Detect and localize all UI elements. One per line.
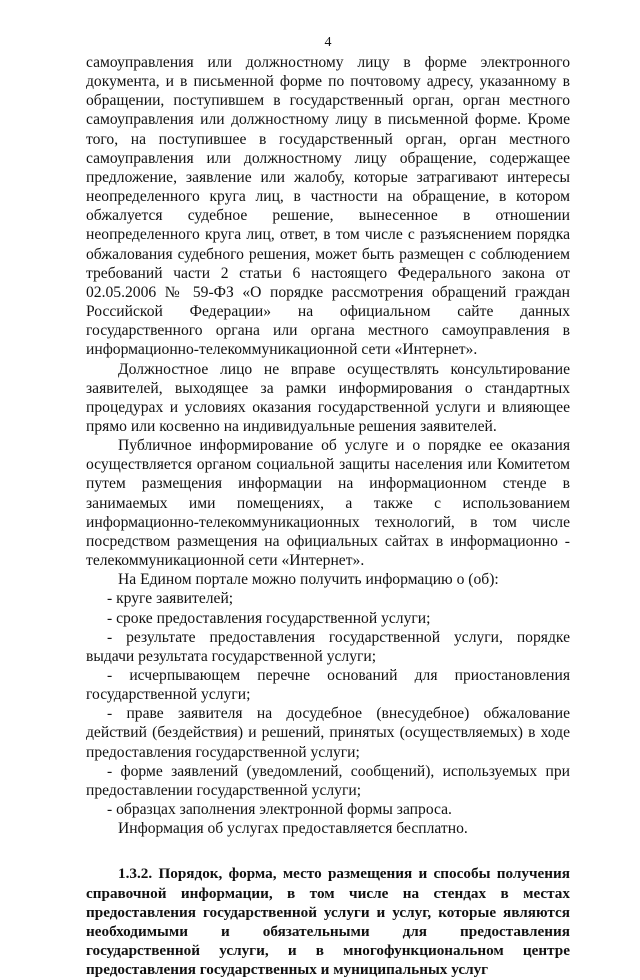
- paragraph-public-information: Публичное информирование об услуге и о порядке ее оказания осуществляется органом социальной защиты населения или Комитетом путем размещения информации на информационном стенде в занимаемых ими помещениях, а также с использованием информационно-телекоммуникационных технологий, в том числе посредством размещения на официальных сайтах в информационно - телекоммуникационной сети «Интернет».: [86, 437, 570, 570]
- section-heading-1-3-2: 1.3.2. Порядок, форма, место размещения и способы получения справочной информации, в том числе на стендах в местах предоставления государственной услуги и услуг, которые являются необходимыми и обязательными для предоставления государственной услуги, и в многофункциональном центре предоставления государственных и муниципальных услуг: [86, 865, 570, 979]
- paragraph-response-publication: самоуправления или должностному лицу в форме электронного документа, и в письменной форме по почтовому адресу, указанному в обращении, поступившем в государственный орган, орган местного самоуправления или должностному лицу в письменной форме. Кроме того, на поступившее в государственный орган, орган местного самоуправления или должностному лицу обращение, содержащее предложение, заявление или жалобу, которые затрагивают интересы неопределенного круга лиц, в частности на обращение, в котором обжалуется судебное решение, вынесенное в отношении неопределенного круга лиц, ответ, в том числе с разъяснением порядка обжалования судебного решения, может быть размещен с соблюдением требований части 2 статьи 6 настоящего Федерального закона от 02.05.2006 № 59-ФЗ «О порядке рассмотрения обращений граждан Российской Федерации» на официальном сайте данных государственного органа или органа местного самоуправления в информационно-телекоммуникационной сети «Интернет».: [86, 54, 570, 359]
- paragraph-free-of-charge: Информация об услугах предоставляется бесплатно.: [118, 820, 468, 838]
- list-item: - форме заявлений (уведомлений, сообщений), используемых при предоставлении государственной услуги;: [86, 762, 570, 799]
- list-item: - образцах заполнения электронной формы запроса.: [107, 801, 452, 819]
- paragraph-portal-intro: На Едином портале можно получить информацию о (об):: [118, 571, 499, 589]
- list-item: - праве заявителя на досудебное (внесудебное) обжалование действий (бездействия) и решений, принятых (осуществляемых) в ходе предоставления государственной услуги;: [86, 705, 570, 761]
- portal-info-list: [86, 589, 570, 819]
- list-item: - сроке предоставления государственной услуги;: [107, 609, 431, 627]
- page-number: 4: [324, 35, 332, 50]
- list-item: - результате предоставления государственной услуги, порядке выдачи результата государственной услуги;: [86, 628, 570, 665]
- list-item: - круге заявителей;: [107, 590, 234, 608]
- paragraph-official-restrictions: Должностное лицо не вправе осуществлять консультирование заявителей, выходящее за рамки информирования о стандартных процедурах и условиях оказания государственной услуги и влияющее прямо или косвенно на индивидуальные решения заявителей.: [86, 360, 570, 435]
- list-item: - исчерпывающем перечне оснований для приостановления государственной услуги;: [86, 667, 570, 704]
